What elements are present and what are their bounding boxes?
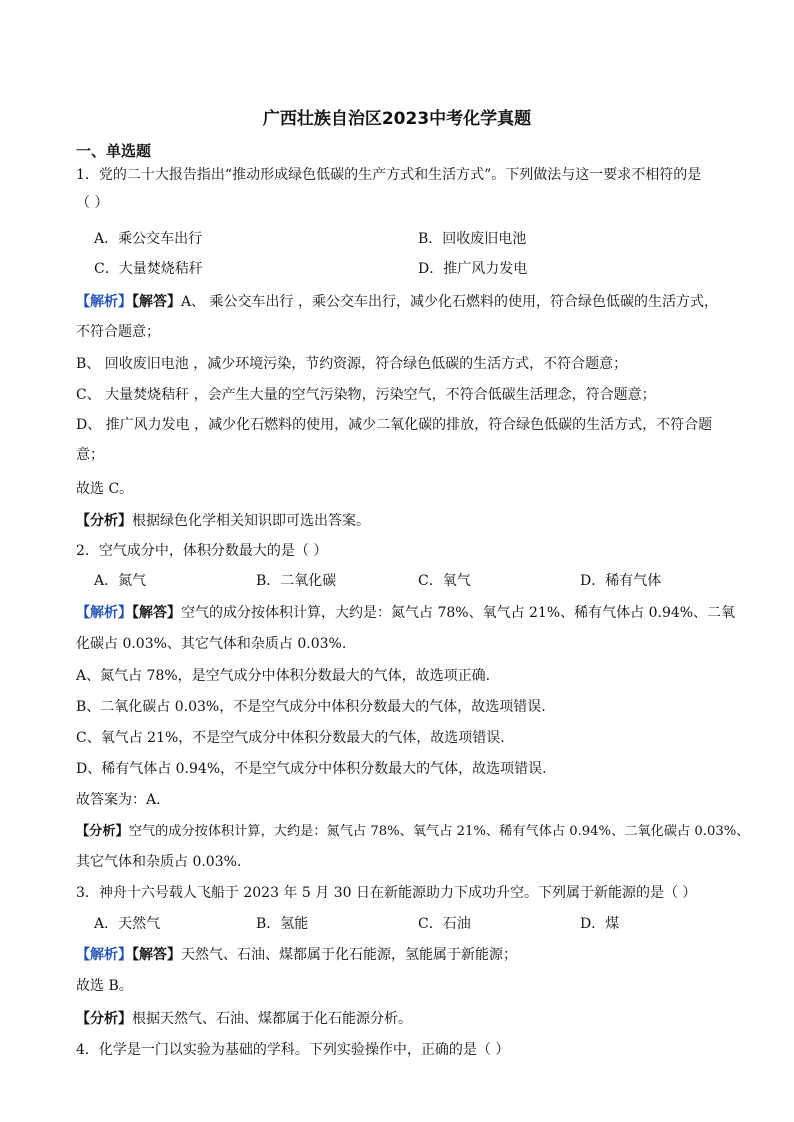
q2-text-1: 空气的成分按体积计算，大约是：氮气占 78%、氧气占 21%、稀有气体占 0.94%、二氧 bbox=[181, 605, 736, 621]
q2-d-line: D、稀有气体占 0.94%，不是空气成分中体积分数最大的气体，故选项错误. bbox=[76, 761, 547, 777]
q3-option-b: B．氢能 bbox=[256, 916, 309, 932]
jieda-tag: 【解答】 bbox=[132, 605, 181, 621]
q2-option-b: B．二氧化碳 bbox=[256, 573, 337, 589]
q1-a-line2: 不符合题意； bbox=[76, 324, 160, 340]
jieda-tag: 【解答】 bbox=[132, 947, 181, 963]
q2-fenxi-text: 空气的成分按体积计算，大约是：氮气占 78%、氧气占 21%、稀有气体占 0.94%、二氧化碳占 0.03%、 bbox=[128, 824, 750, 839]
q1-a-text: A、 乘公交车出行 ，乘公交车出行，减少化石燃料的使用，符合绿色低碳的生活方式， bbox=[181, 294, 719, 310]
fenxi-tag: 【分析】 bbox=[76, 1011, 132, 1027]
q2-option-d: D．稀有气体 bbox=[580, 573, 662, 589]
q1-option-a: A．乘公交车出行 bbox=[94, 231, 203, 247]
q1-option-c: C．大量焚烧秸秆 bbox=[94, 261, 203, 277]
q2-fenxi-line2: 其它气体和杂质占 0.03%. bbox=[76, 854, 242, 870]
fenxi-tag: 【分析】 bbox=[76, 513, 132, 529]
q3-option-c: C．石油 bbox=[418, 916, 471, 932]
jieda-tag: 【解答】 bbox=[132, 294, 181, 310]
q2-c-line: C、氧气占 21%，不是空气成分中体积分数最大的气体，故选项错误. bbox=[76, 730, 505, 746]
page-title: 广西壮族自治区2023中考化学真题 bbox=[262, 109, 532, 129]
q3-answer: 故选 B。 bbox=[76, 978, 133, 994]
q1-b-line: B、 回收废旧电池 ，减少环境污染，节约资源，符合绿色低碳的生活方式，不符合题意； bbox=[76, 356, 628, 372]
q4-stem: 4．化学是一门以实验为基础的学科。下列实验操作中，正确的是（ ） bbox=[76, 1042, 510, 1058]
q3-text-1: 天然气、石油、煤都属于化石能源，氢能属于新能源； bbox=[181, 947, 517, 963]
q1-stem: 1．党的二十大报告指出“推动形成绿色低碳的生产方式和生活方式”。下列做法与这一要求不相符的是 bbox=[76, 167, 702, 183]
q2-a-line: A、氮气占 78%，是空气成分中体积分数最大的气体，故选项正确. bbox=[76, 668, 491, 684]
q1-fenxi-text: 根据绿色化学相关知识即可选出答案。 bbox=[132, 513, 370, 529]
q2-analysis-line2: 化碳占 0.03%、其它气体和杂质占 0.03%. bbox=[76, 636, 347, 652]
q2-answer: 故答案为：A. bbox=[76, 792, 161, 808]
q2-analysis-line1 bbox=[76, 604, 735, 622]
fenxi-tag: 【分析】 bbox=[76, 824, 129, 839]
q1-paren: （ ） bbox=[76, 195, 109, 211]
section-heading: 一、单选题 bbox=[76, 142, 152, 160]
q1-d-line2: 意； bbox=[76, 447, 104, 463]
q1-answer: 故选 C。 bbox=[76, 481, 134, 497]
q2-option-c: C．氧气 bbox=[418, 573, 471, 589]
q2-stem: 2．空气成分中，体积分数最大的是（ ） bbox=[76, 543, 328, 559]
q1-option-d: D．推广风力发电 bbox=[418, 261, 528, 277]
q1-option-b: B．回收废旧电池 bbox=[418, 231, 527, 247]
q1-analysis-a bbox=[76, 293, 718, 311]
q1-c-line: C、 大量焚烧秸秆 ，会产生大量的空气污染物，污染空气，不符合低碳生活理念，符合题意； bbox=[76, 387, 656, 403]
q3-analysis bbox=[76, 946, 517, 964]
jiexi-tag: 【解析】 bbox=[76, 294, 132, 310]
q1-d-line1: D、 推广风力发电 ，减少化石燃料的使用，减少二氧化碳的排放，符合绿色低碳的生活方式，不符合题 bbox=[76, 417, 713, 433]
q2-option-a: A．氮气 bbox=[94, 573, 147, 589]
q2-fenxi bbox=[76, 823, 750, 841]
q1-fenxi bbox=[76, 512, 370, 530]
q3-option-d: D．煤 bbox=[580, 916, 620, 932]
jiexi-tag: 【解析】 bbox=[76, 605, 132, 621]
q2-b-line: B、二氧化碳占 0.03%，不是空气成分中体积分数最大的气体，故选项错误. bbox=[76, 699, 546, 715]
q3-option-a: A．天然气 bbox=[94, 916, 161, 932]
jiexi-tag: 【解析】 bbox=[76, 947, 132, 963]
q3-fenxi bbox=[76, 1010, 412, 1028]
q3-fenxi-text: 根据天然气、石油、煤都属于化石能源分析。 bbox=[132, 1011, 412, 1027]
q3-stem: 3．神舟十六号载人飞船于 2023 年 5 月 30 日在新能源助力下成功升空。下列属于新能源的是（ ） bbox=[76, 885, 697, 901]
